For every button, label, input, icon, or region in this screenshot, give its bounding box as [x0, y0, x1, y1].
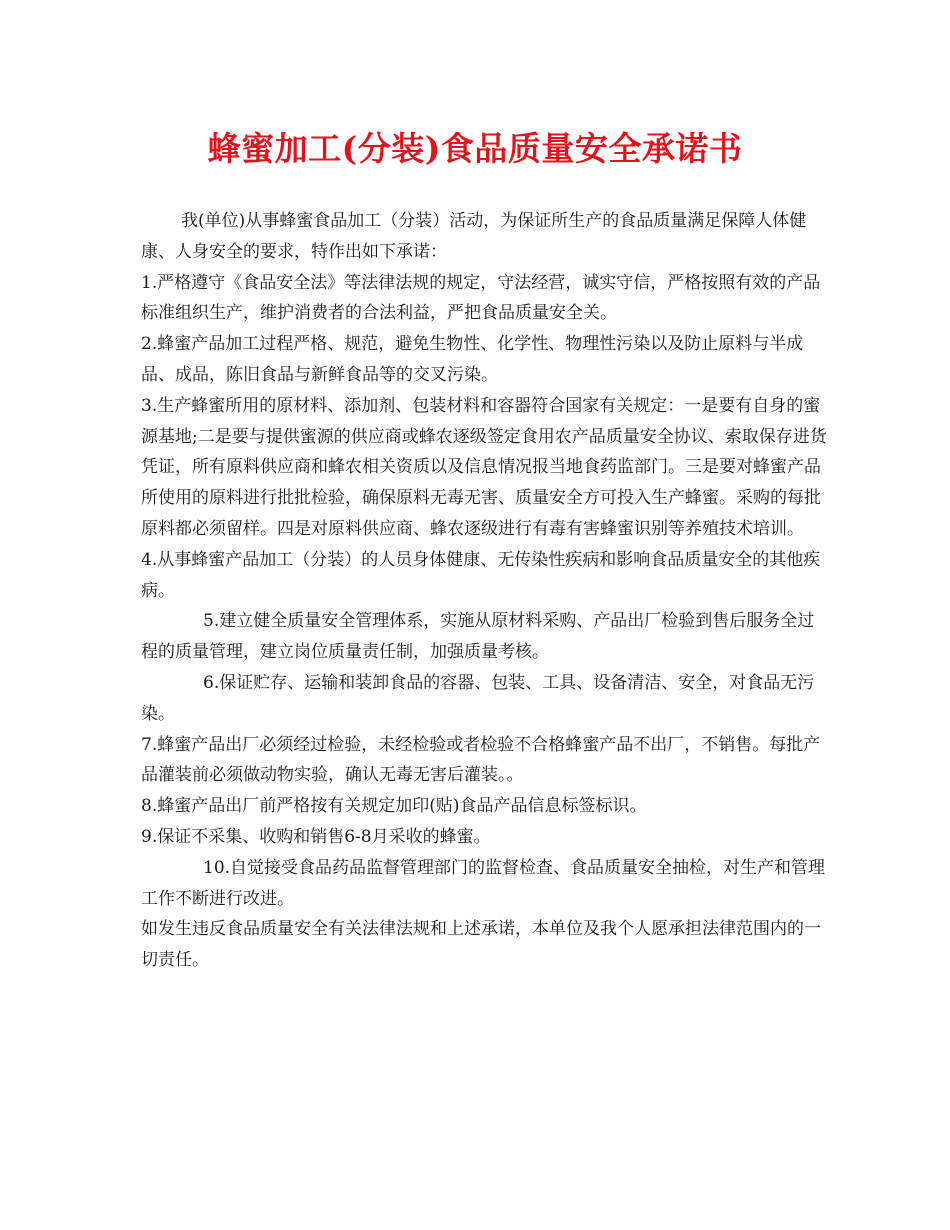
commitment-item-10: 10.自觉接受食品药品监督管理部门的监督检查、食品质量安全抽检，对生产和管理工作不断进行改进。 [141, 857, 826, 909]
commitment-item-3: 3.生产蜂蜜所用的原材料、添加剂、包装材料和容器符合国家有关规定：一是要有自身的蜜源基地;二是要与提供蜜源的供应商或蜂农逐级签定食用农产品质量安全协议、索取保存进货凭证，所有原料供应商和蜂农相关资质以及信息情况报当地食药监部门。三是要对蜂蜜产品所使用的原料进行批批检验，确保原料无毒无害、质量安全方可投入生产蜂蜜。采购的每批原料都必须留样。四是对原料供应商、蜂农逐级进行有毒有害蜂蜜识别等养殖技术培训。 [141, 395, 827, 539]
intro-paragraph: 我(单位)从事蜂蜜食品加工（分装）活动，为保证所生产的食品质量满足保障人体健康、人身安全的要求，特作出如下承诺： [141, 211, 807, 262]
commitment-item-4: 4.从事蜂蜜产品加工（分装）的人员身体健康、无传染性疾病和影响食品质量安全的其他疾病。 [141, 549, 821, 601]
commitment-item-2: 2.蜂蜜产品加工过程严格、规范，避免生物性、化学性、物理性污染以及防止原料与半成品、成品，陈旧食品与新鲜食品等的交叉污染。 [141, 334, 804, 385]
commitment-item-8: 8.蜂蜜产品出厂前严格按有关规定加印(贴)食品产品信息标签标识。 [141, 796, 647, 817]
commitment-item-7: 7.蜂蜜产品出厂必须经过检验，未经检验或者检验不合格蜂蜜产品不出厂，不销售。每批产品灌装前必须做动物实验，确认无毒无害后灌装。。 [141, 734, 821, 786]
commitment-item-9: 9.保证不采集、收购和销售6-8月采收的蜂蜜。 [141, 826, 491, 847]
commitment-item-6: 6.保证贮存、运输和装卸食品的容器、包装、工具、设备清洁、安全，对食品无污染。 [141, 672, 815, 724]
closing-paragraph: 如发生违反食品质量安全有关法律法规和上述承诺，本单位及我个人愿承担法律范围内的一切责任。 [141, 919, 821, 971]
commitment-item-5: 5.建立健全质量安全管理体系，实施从原材料采购、产品出厂检验到售后服务全过程的质量管理，建立岗位质量责任制，加强质量考核。 [141, 611, 815, 663]
document-body [141, 206, 831, 976]
document-title: 蜂蜜加工(分装)食品质量安全承诺书 [207, 129, 743, 168]
commitment-item-1: 1.严格遵守《食品安全法》等法律法规的规定，守法经营，诚实守信，严格按照有效的产品标准组织生产，维护消费者的合法利益，严把食品质量安全关。 [141, 272, 821, 324]
